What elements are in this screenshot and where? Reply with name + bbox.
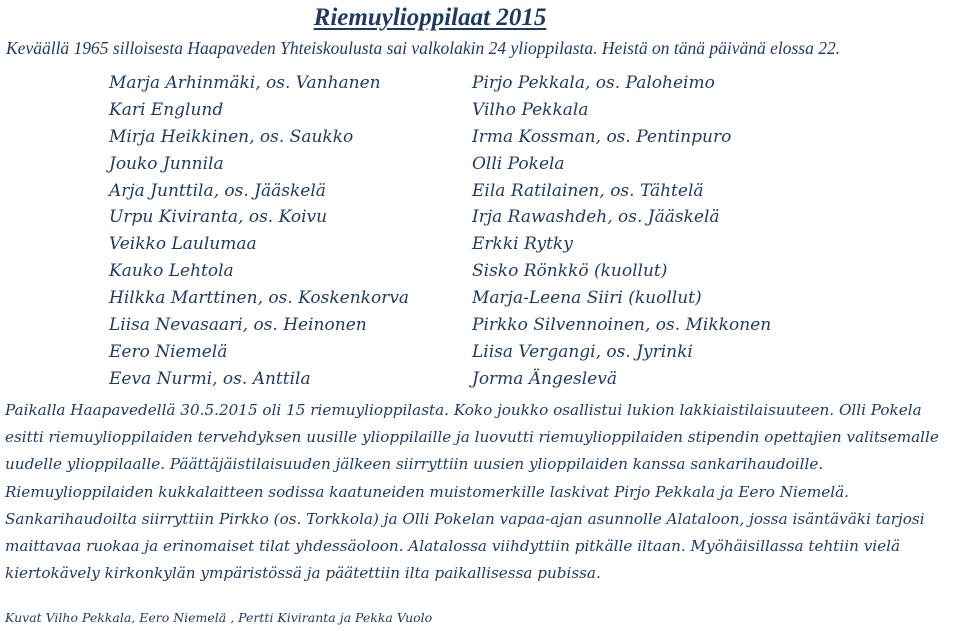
name-item: Vilho Pekkala (472, 99, 589, 120)
name-item: Erkki Rytky (472, 234, 573, 255)
name-item: Irma Kossman, os. Pentinpuro (472, 126, 732, 147)
name-item: Eero Niemelä (109, 341, 228, 362)
name-item: Jouko Junnila (109, 153, 224, 174)
intro-text: Keväällä 1965 silloisesta Haapaveden Yhteiskoulusta sai valkolakin 24 ylioppilasta. Heistä on tänä päivänä elossa 22. (6, 38, 841, 58)
photo-credits: Kuvat Vilho Pekkala, Eero Niemelä , Pertti Kiviranta ja Pekka Vuolo (5, 610, 433, 625)
name-item: Pirjo Pekkala, os. Paloheimo (472, 73, 715, 93)
name-item: Marja Arhinmäki, os. Vanhanen (109, 73, 381, 93)
page-title: Riemuylioppilaat 2015 (313, 4, 547, 31)
name-item: Marja-Leena Siiri (kuollut) (472, 288, 702, 309)
story-paragraph: Paikalla Haapavedellä 30.5.2015 oli 15 riemuylioppilasta. Koko joukko osallistui lukion lakkiaistilaisuuteen. Olli Pokela esitti riemuylioppilaiden tervehdyksen uusille ylioppilaille ja luovutti riemuylioppilaiden stipendin opettajien valitsemalle uudelle ylioppilaalle. Päättäjäistilaisuuden jälkeen siirryttiin uusien ylioppilaiden kanssa sankarihaudoille. Riemuylioppilaiden kukkalaitteen sodissa kaatuneiden muistomerkille laskivat Pirjo Pekkala ja Eero Niemelä. Sankarihaudoilta siirryttiin Pirkko (os. Torkkola) ja Olli Pokelan vapaa-ajan asunnolle Alataloon, jossa isäntäväki tarjosi maittavaa ruokaa ja erinomaiset tilat yhdessäoloon. Alatalossa viihdyttiin pitkälle iltaan. Myöhäisillassa tehtiin vielä kiertokävely kirkonkylän ympäristössä ja päätettiin ilta paikallisessa pubissa. (5, 401, 939, 583)
name-item: Liisa Vergangi, os. Jyrinki (472, 341, 693, 362)
name-item: Jorma Ängeslevä (472, 368, 617, 389)
name-item: Mirja Heikkinen, os. Saukko (109, 126, 354, 147)
name-item: Arja Junttila, os. Jääskelä (109, 180, 326, 201)
name-item: Hilkka Marttinen, os. Koskenkorva (109, 288, 410, 309)
name-item: Sisko Rönkkö (kuollut) (472, 261, 668, 282)
name-item: Kari Englund (109, 99, 224, 120)
name-item: Olli Pokela (472, 153, 565, 174)
name-item: Pirkko Silvennoinen, os. Mikkonen (472, 315, 772, 336)
name-item: Urpu Kiviranta, os. Koivu (109, 207, 328, 228)
name-list-right (472, 70, 771, 393)
name-list-left (109, 70, 409, 393)
name-item: Eeva Nurmi, os. Anttila (109, 368, 311, 389)
name-item: Veikko Laulumaa (109, 234, 257, 255)
name-item: Eila Ratilainen, os. Tähtelä (472, 180, 704, 201)
name-item: Liisa Nevasaari, os. Heinonen (109, 315, 367, 336)
name-item: Kauko Lehtola (109, 261, 234, 282)
name-item: Irja Rawashdeh, os. Jääskelä (472, 207, 720, 228)
